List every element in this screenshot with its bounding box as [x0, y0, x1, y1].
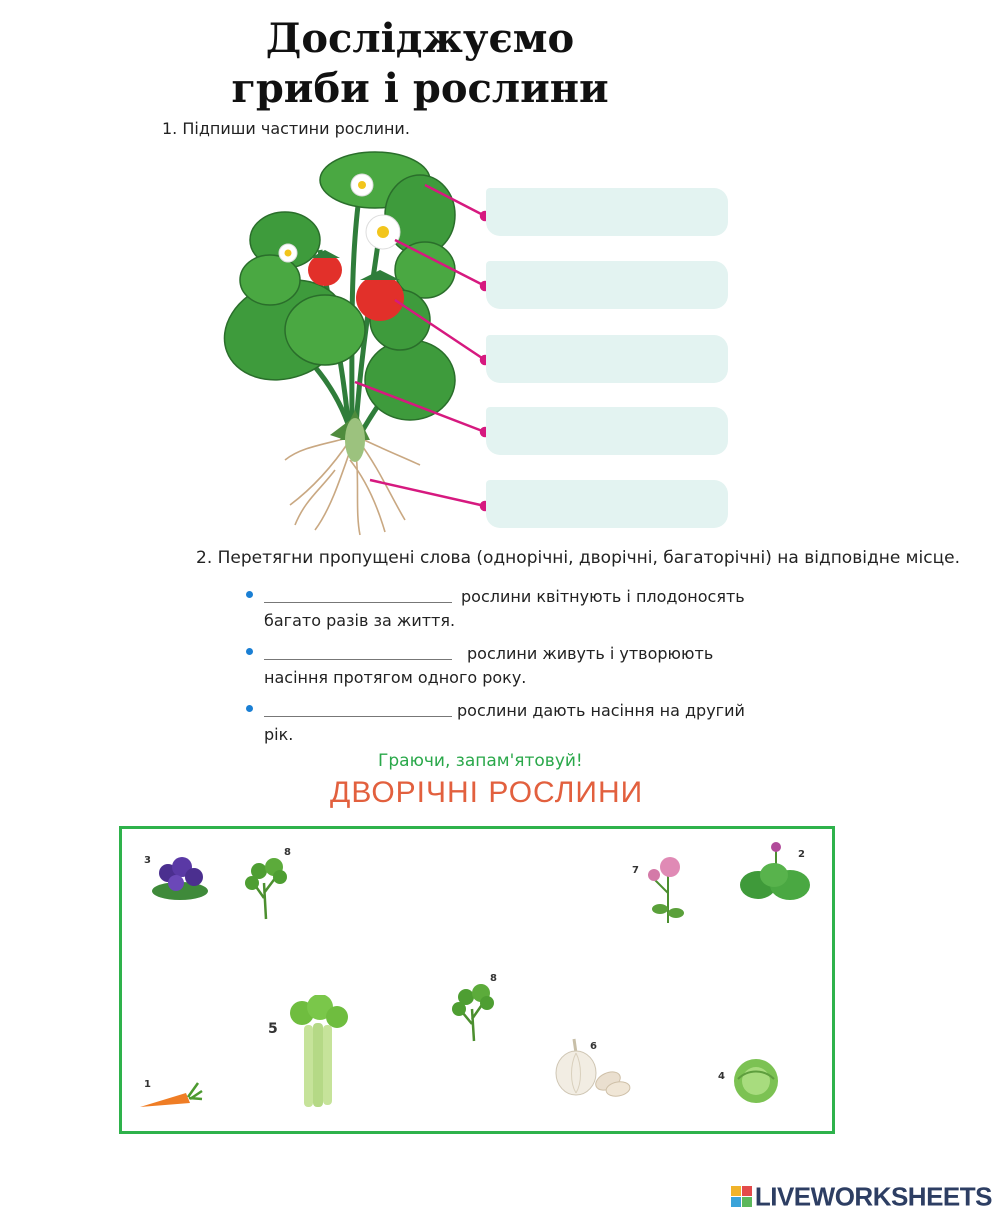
title-line-2: гриби і рослини	[231, 65, 609, 112]
sentence-1-line-1: рослини квітнують і плодоносять	[461, 587, 745, 606]
game-title: ДВОРІЧНІ РОСЛИНИ	[330, 776, 644, 809]
drop-blank-3[interactable]	[264, 716, 452, 717]
garlic-icon	[552, 1035, 632, 1099]
item-number: 4	[718, 1071, 725, 1082]
pointer-line-3	[395, 300, 485, 360]
answer-box-3[interactable]	[486, 335, 728, 383]
game-note: Граючи, запам'ятовуй!	[378, 751, 583, 771]
sentence-2-line-1: рослини живуть і утворюють	[467, 644, 714, 663]
drop-blank-2[interactable]	[264, 659, 452, 660]
answer-box-5[interactable]	[486, 480, 728, 528]
violet-icon	[150, 851, 210, 901]
celery-icon	[282, 995, 354, 1111]
burdock-icon	[738, 839, 818, 905]
cabbage-icon	[728, 1055, 784, 1105]
item-number: 6	[590, 1041, 597, 1052]
pointer-line-5	[370, 480, 485, 506]
item-number: 8	[490, 973, 497, 984]
pointer-line-2	[395, 240, 485, 286]
page-title	[150, 14, 690, 114]
liveworksheets-logo-icon	[731, 1186, 753, 1208]
parsley-icon	[450, 979, 500, 1043]
sentence-2-line-2: насіння протягом одного року.	[264, 668, 527, 687]
item-number: 2	[798, 849, 805, 860]
answer-box-4[interactable]	[486, 407, 728, 455]
brand-text: LIVEWORKSHEETS	[754, 1181, 992, 1212]
drop-blank-1[interactable]	[264, 602, 452, 603]
pointer-line-4	[355, 382, 485, 432]
game-board	[119, 826, 835, 1134]
task1-instruction: 1. Підпиши частини рослини.	[162, 119, 410, 138]
item-number: 5	[268, 1021, 278, 1037]
bullet-icon	[246, 705, 253, 712]
sentence-1-line-2: багато разів за життя.	[264, 611, 456, 630]
pointer-lines	[340, 170, 500, 520]
carrot-icon	[136, 1073, 206, 1113]
liveworksheets-logo	[731, 1180, 992, 1213]
bullet-icon	[246, 591, 253, 598]
pointer-line-1	[425, 185, 485, 216]
answer-box-1[interactable]	[486, 188, 728, 236]
parsley-icon	[244, 853, 294, 921]
item-number: 8	[284, 847, 291, 858]
item-number: 7	[632, 865, 639, 876]
item-number: 3	[144, 855, 151, 866]
bullet-icon	[246, 648, 253, 655]
answer-box-2[interactable]	[486, 261, 728, 309]
sentence-3-line-1: рослини дають насіння на другий	[457, 701, 745, 720]
title-line-1: Досліджуємо	[265, 15, 575, 62]
item-number: 1	[144, 1079, 151, 1090]
clover-icon	[642, 853, 690, 925]
sentence-3-line-2: рік.	[264, 725, 294, 744]
task2-instruction: 2. Перетягни пропущені слова (однорічні, дворічні, багаторічні) на відповідне місце.	[196, 548, 961, 568]
